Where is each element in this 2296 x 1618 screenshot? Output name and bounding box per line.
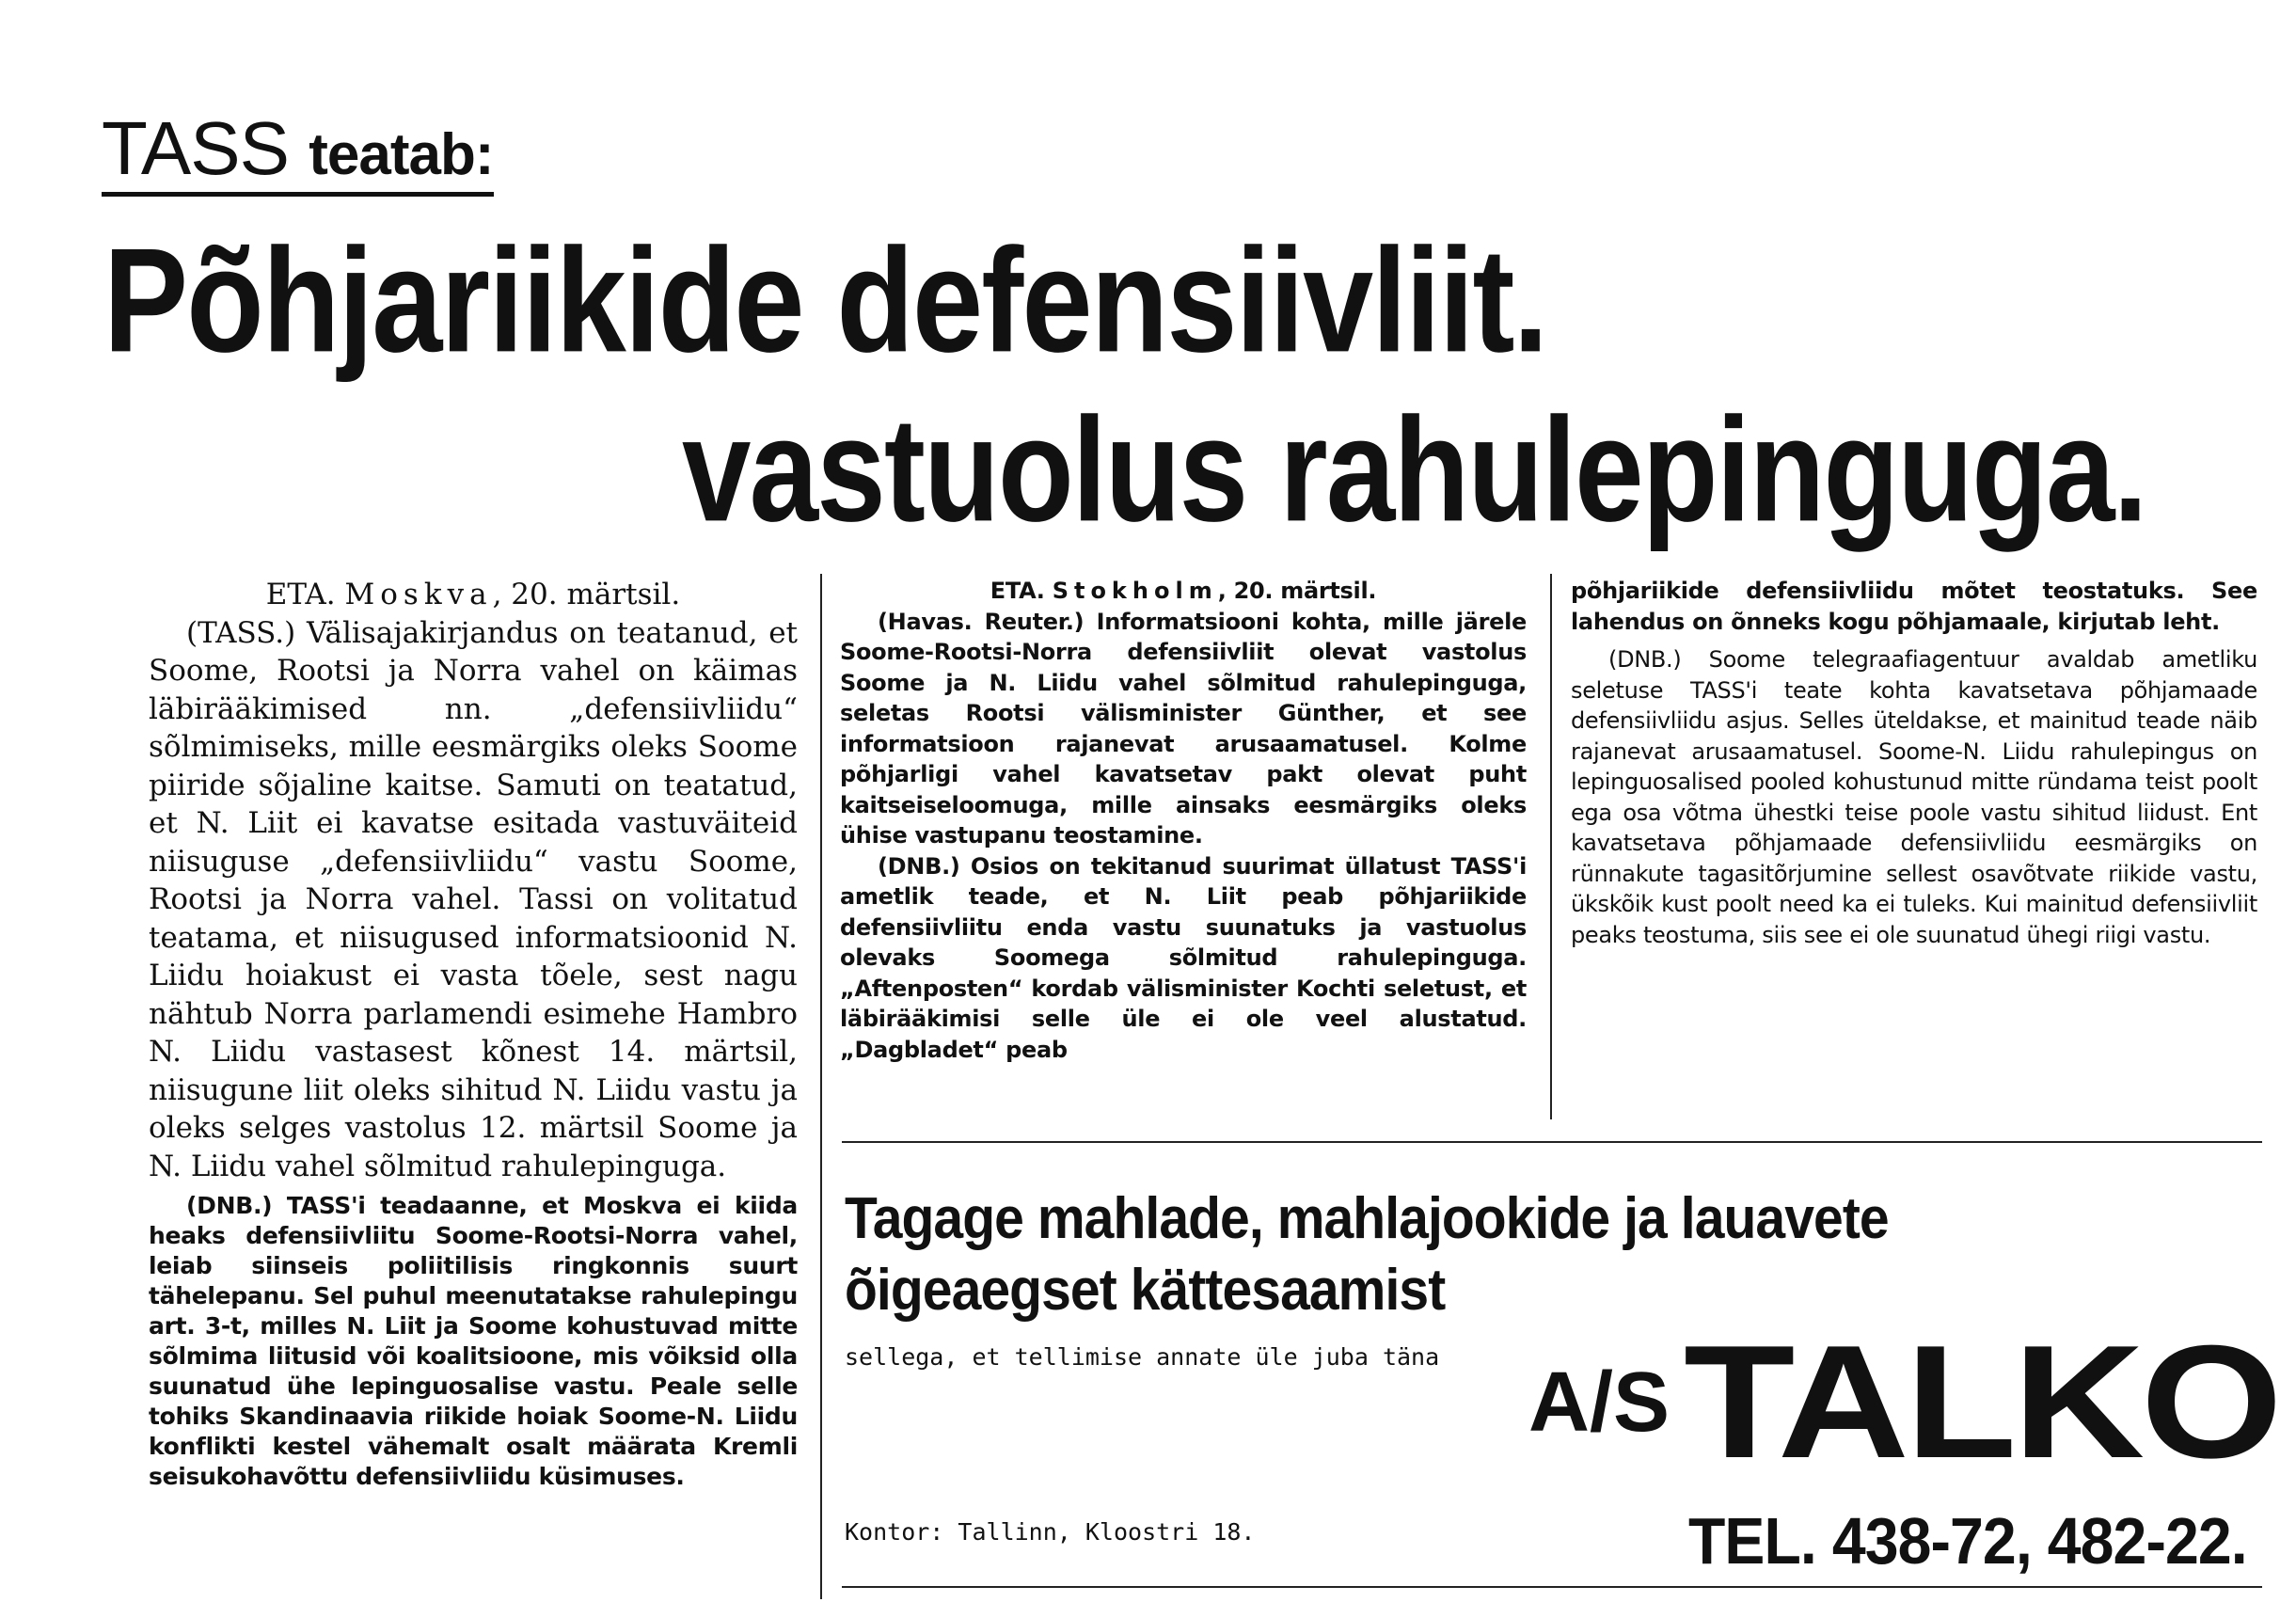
advert-top-rule	[842, 1141, 2262, 1143]
column-divider-1	[820, 574, 822, 1599]
article-column-1	[149, 576, 798, 1492]
dateline-prefix: ETA.	[990, 578, 1053, 604]
paragraph-dnb-oslo: (DNB.) Osios on tekitanud suurimat üllatust TASS'i ametlik teade, et N. Liit peab põhjariikide defensiivliitu enda vastu suunatuks ja vastuolus olevaks Soomega sõlmitud rahulepinguga. „Aftenposten“ kordab välisminister Kochti seletust, et läbirääkimisi selle üle ei ole veel alustatud. „Dagbladet“ peab	[840, 852, 1527, 1063]
paragraph-dnb-finland: (DNB.) Soome telegraafiagentuur avaldab ametliku seletuse TASS'i teate kohta kavatsetava põhjamaade defensiivliidu asjus. Selles üteldakse, et mainitud teade näib rajanevat arusaamatusel. Soome-N. Liidu rahulepingus on lepinguosalised pooled kohustunud mitte ründama teist poolt ega osa võtma ühestki teise poole vastu sihitud liidust. Ent kavatsetava põhjamaade defensiivliidu eesmärgiks on rünnakute tagasitõrjumine sellest osavõtvate riikide vastu, ükskõik kust poolt need ka ei tuleks. Kui mainitud defensiivliit peaks teostuma, siis see ei ole suunatud ühegi riigi vastu.	[1571, 646, 2257, 948]
headline-kicker	[102, 106, 494, 197]
paragraph-havas: (Havas. Reuter.) Informatsiooni kohta, mille järele Soome-Rootsi-Norra defensiivliit olevat vastolus Soome ja N. Liidu vahel sõlmitud rahulepinguga, seletas Rootsi välisminister Günther, et see informatsioon rajanevat arusaamatusel. Kolme põhjarligi vahel kavatsetav pakt olevat puht kaitseiseloomuga, mille ainsaks eesmärgiks oleks ühise vastupanu teostamine.	[840, 608, 1527, 849]
article-column-3	[1571, 576, 2257, 950]
dateline-suffix: , 20. märtsil.	[492, 578, 681, 611]
paragraph-dnb: (DNB.) TASS'i teadaanne, et Moskva ei kiida heaks defensiivliitu Soome-Rootsi-Norra vahel, leiab siinseis poliitilisis ringkonnis suurt tähelepanu. Sel puhul meenutatakse rahulepingu art. 3-t, milles N. Liit ja Soome kohustuvad mitte sõlmima liitusid või koalitsioone, mis võiksid olla suunatud ühe lepinguosalise vastu. Peale selle tohiks Skandinaavia riikide hoiak Soome-N. Liidu konflikti kestel vähemalt osalt määrata Kremli seisukohavõttu defensiivliidu küsimuses.	[149, 1192, 798, 1490]
dateline-city: Moskva	[344, 578, 493, 611]
kicker-text: TASS	[102, 106, 290, 190]
headline-line-1: Põhjariikide defensiivliit.	[103, 216, 1547, 383]
advert-company-prefix: A/S	[1528, 1356, 1671, 1450]
dateline-prefix: ETA.	[265, 578, 345, 611]
kicker-suffix: teatab:	[309, 122, 494, 187]
column-divider-2	[1550, 574, 1552, 1119]
headline-line-2: vastuolus rahulepinguga.	[682, 386, 2146, 552]
dateline-city: Stokholm	[1052, 578, 1218, 604]
dateline-stockholm	[840, 576, 1527, 607]
advert-headline: Tagage mahlade, mahlajookide ja lauavete õigeaegset kättesaamist	[845, 1186, 1889, 1323]
dateline-suffix: , 20. märtsil.	[1217, 578, 1377, 604]
advert-bottom-rule	[842, 1586, 2262, 1588]
advert-subline: sellega, et tellimise annate üle juba täna	[845, 1343, 1440, 1371]
advert-office-address: Kontor: Tallinn, Kloostri 18.	[845, 1518, 1256, 1546]
dateline-moscow	[149, 576, 798, 614]
advert-phone: TEL. 438-72, 482-22.	[1688, 1504, 2247, 1578]
article-column-2	[840, 576, 1527, 1065]
advert-company-logo: TALKO	[1684, 1312, 2279, 1492]
paragraph-continued: põhjariikide defensiivliidu mõtet teostatuks. See lahendus on õnneks kogu põhjamaale, kirjutab leht.	[1571, 578, 2257, 635]
paragraph-tass: (TASS.) Välisajakirjandus on teatanud, et Soome, Rootsi ja Norra vahel on käimas läbirääkimised nn. „defensiivliidu“ sõlmimiseks, mille eesmärgiks oleks Soome piiride sõjaline kaitse. Samuti on teatatud, et N. Liit ei kavatse esitada vastuväiteid niisuguse „defensiivliidu“ vastu Soome, Rootsi ja Norra vahel. Tassi on volitatud teatama, et niisugused informatsioonid N. Liidu hoiakust ei vasta tõele, sest nagu nähtub Norra parlamendi esimehe Hambro N. Liidu vastasest kõnest 14. märtsil, niisugune liit oleks sihitud N. Liidu vastu ja oleks selges vastolus 12. märtsil Soome ja N. Liidu vahel sõlmitud rahulepinguga.	[149, 615, 798, 1183]
